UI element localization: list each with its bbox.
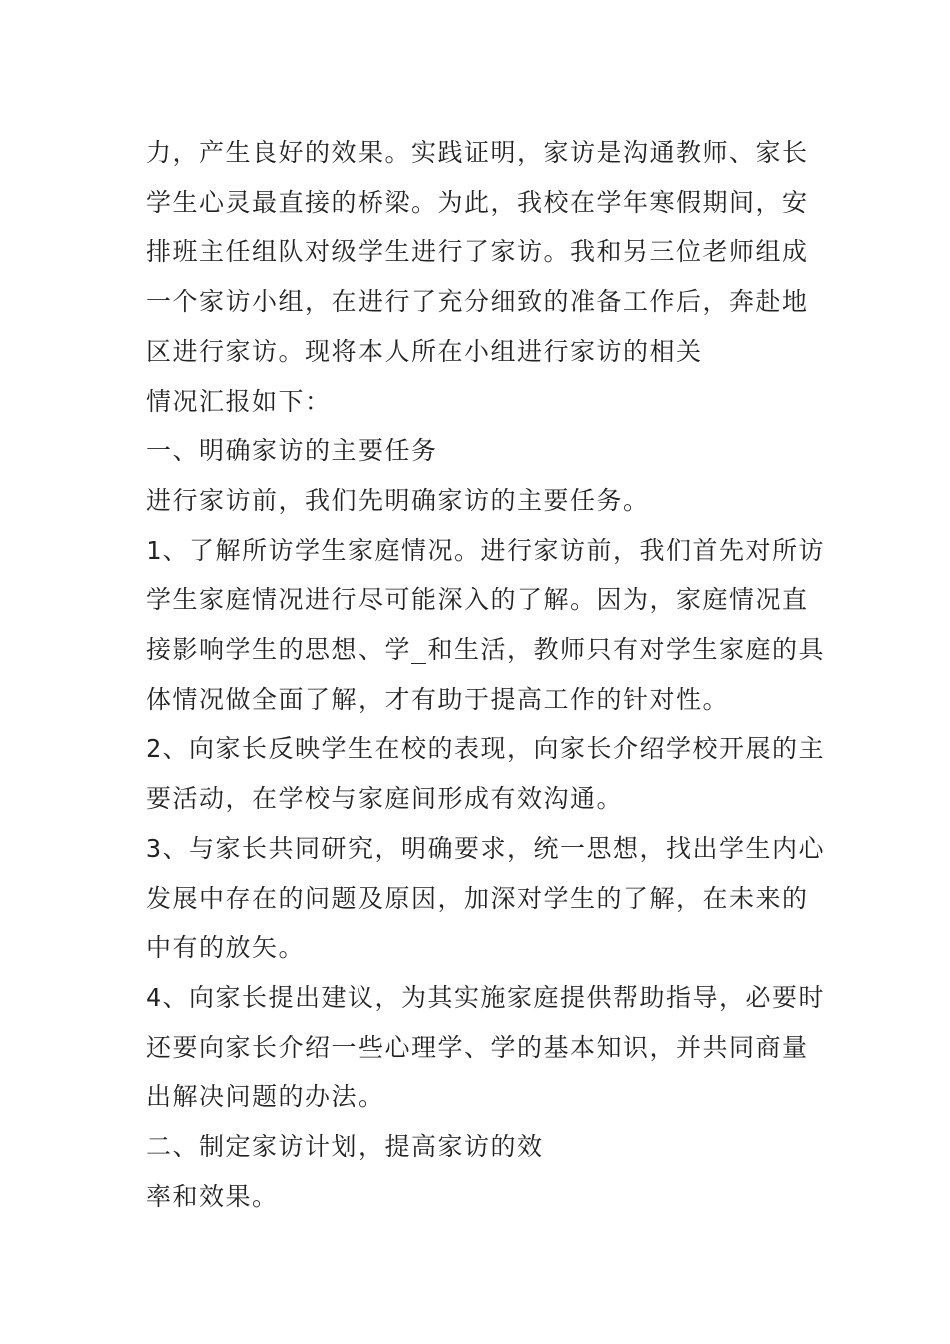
list-item: 2、向家长反映学生在校的表现，向家长介绍学校开展的主 — [146, 734, 826, 764]
text-line: 还要向家长介绍一些心理学、学的基本知识，并共同商量 — [146, 1032, 809, 1062]
section-heading: 二、制定家访计划，提高家访的效 — [146, 1132, 544, 1162]
text-line: 发展中存在的问题及原因，加深对学生的了解，在未来的 — [146, 883, 809, 913]
text-line: 要活动，在学校与家庭间形成有效沟通。 — [146, 784, 624, 814]
text-line: 排班主任组队对级学生进行了家访。我和另三位老师组成 — [146, 237, 809, 267]
text-line: 进行家访前，我们先明确家访的主要任务。 — [146, 485, 650, 515]
text-line: 一个家访小组，在进行了充分细致的准备工作后，奔赴地 — [146, 287, 809, 317]
text-line: 情况汇报如下： — [146, 386, 332, 416]
text-line: 出解决问题的办法。 — [146, 1082, 385, 1112]
text-line: 区进行家访。现将本人所在小组进行家访的相关 — [146, 336, 703, 366]
text-line: 力，产生良好的效果。实践证明，家访是沟通教师、家长 — [146, 138, 809, 167]
list-item: 4、向家长提出建议，为其实施家庭提供帮助指导，必要时 — [146, 982, 826, 1012]
list-item: 1、了解所访学生家庭情况。进行家访前，我们首先对所访 — [146, 535, 826, 565]
list-item: 3、与家长共同研究，明确要求，统一思想，找出学生内心 — [146, 833, 826, 863]
text-line: 体情况做全面了解，才有助于提高工作的针对性。 — [146, 684, 730, 714]
text-line: 学生心灵最直接的桥梁。为此，我校在学年寒假期间，安 — [146, 187, 809, 217]
document-body — [146, 128, 826, 1221]
text-line: 中有的放矢。 — [146, 933, 306, 963]
text-line: 率和效果。 — [146, 1181, 279, 1211]
text-line: 接影响学生的思想、学_和生活，教师只有对学生家庭的具 — [146, 635, 826, 665]
section-heading: 一、明确家访的主要任务 — [146, 436, 438, 466]
text-line: 学生家庭情况进行尽可能深入的了解。因为，家庭情况直 — [146, 585, 809, 615]
